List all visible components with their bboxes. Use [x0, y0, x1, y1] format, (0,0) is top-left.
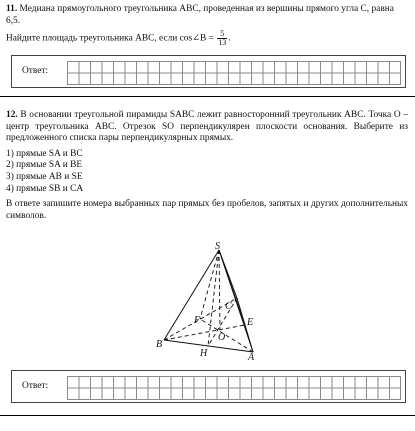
task-11-number: 11.: [6, 4, 18, 14]
task-11: [6, 4, 408, 47]
divider-2: [0, 415, 415, 416]
task-11-text: [6, 4, 408, 27]
cos-denominator: 13: [218, 38, 227, 48]
option-1: 1) прямые SA и BC: [6, 148, 83, 159]
label-C: C: [225, 301, 232, 312]
answer-box-11: [11, 55, 406, 88]
answer-grid-12[interactable]: [67, 376, 401, 400]
cos-numerator: 5: [217, 30, 227, 39]
segment-SE: [219, 250, 245, 325]
task-11-period: .: [228, 33, 231, 44]
option-4: 4) прямые SB и CA: [6, 183, 84, 194]
label-H: H: [200, 348, 208, 359]
label-B: B: [156, 339, 163, 350]
label-E: E: [247, 317, 254, 328]
label-O: O: [218, 332, 226, 343]
task-12-stem: В основании треугольной пирамиды SABC лежит равносторонний треугольник ABC. Точка O – центр треугольника ABC. Отрезок SO перпендикулярен плоскости основания. Выберите из предложенного списка пары перпендикулярных прямых.: [6, 110, 408, 144]
task-12-instruction: В ответе запишите номера выбранных пар прямых без пробелов, запятых и других дополнительных символов.: [6, 199, 408, 221]
task-11-line2: Найдите площадь треугольника ABC, если cos∠B =: [6, 33, 214, 44]
segment-SO: [219, 250, 220, 330]
answer-label-12: Ответ:: [22, 381, 49, 391]
answer-label-11: Ответ:: [22, 66, 49, 76]
divider-1: [0, 96, 415, 97]
label-A: A: [248, 352, 255, 362]
task-12-number: 12.: [6, 110, 18, 120]
task-11-line1: Медиана прямоугольного треугольника ABC, проведенная из вершины прямого угла C, равна 6,5.: [6, 4, 394, 26]
edge-SB: [164, 250, 219, 340]
cos-fraction: [217, 30, 227, 47]
pyramid-figure: [150, 242, 270, 362]
label-F: F: [194, 315, 201, 326]
answer-box-12: [11, 370, 406, 403]
option-2: 2) прямые SA и BE: [6, 160, 83, 171]
segment-SF: [200, 250, 219, 319]
option-3: 3) прямые AB и SE: [6, 171, 83, 182]
task-12: [6, 110, 408, 222]
options-list: [6, 149, 408, 195]
answer-grid-11[interactable]: [67, 61, 401, 85]
label-S: S: [215, 242, 220, 252]
